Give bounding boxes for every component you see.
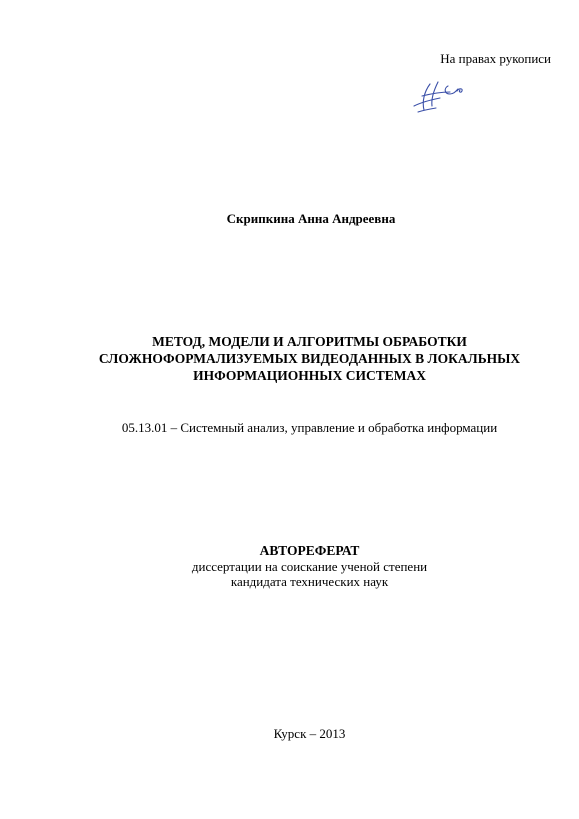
title-line: МЕТОД, МОДЕЛИ И АЛГОРИТМЫ ОБРАБОТКИ [152, 334, 467, 349]
signature-icon [410, 76, 470, 114]
place-year: Курск – 2013 [273, 726, 346, 741]
abstract-block [40, 542, 579, 589]
author-name: Скрипкина Анна Андреевна [226, 211, 396, 226]
title-line: СЛОЖНОФОРМАЛИЗУЕМЫХ ВИДЕОДАННЫХ В ЛОКАЛЬНЫХ [98, 351, 521, 366]
specialty-code: 05.13.01 – Системный анализ, управление и обработка информации [121, 420, 498, 435]
rights-note: На правах рукописи [440, 51, 551, 66]
dissertation-title [40, 333, 579, 384]
abstract-line: диссертации на соискание ученой степени [191, 559, 428, 574]
title-line: ИНФОРМАЦИОННЫХ СИСТЕМАХ [193, 368, 426, 383]
abstract-heading: АВТОРЕФЕРАТ [259, 543, 360, 558]
abstract-line: кандидата технических наук [230, 574, 389, 589]
